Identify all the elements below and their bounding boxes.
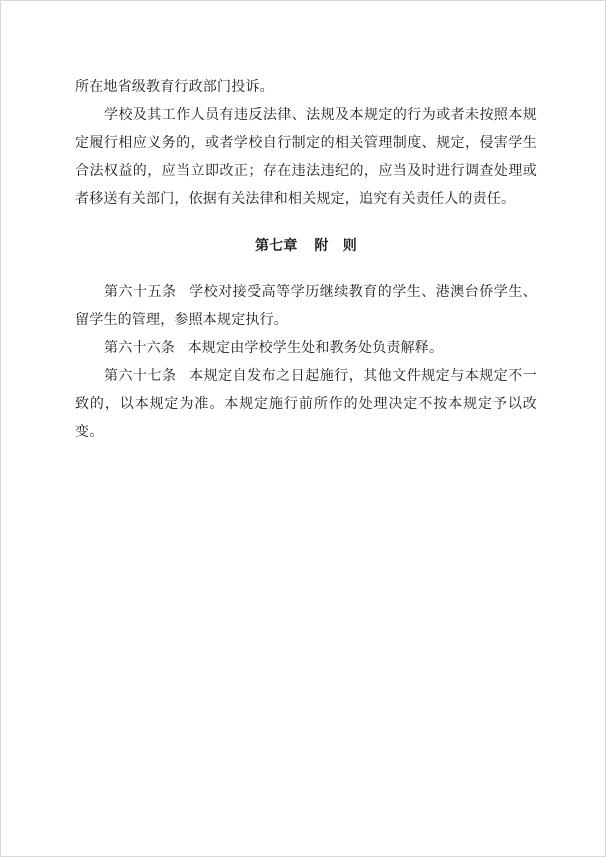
document-body [75, 73, 537, 446]
article-number: 第六十六条 [104, 340, 175, 356]
chapter-number: 第七章 [254, 238, 298, 254]
article-65 [75, 278, 537, 334]
article-text: 学校对接受高等学历继续教育的学生、港澳台侨学生、留学生的管理，参照本规定执行。 [75, 284, 537, 328]
article-number: 第六十七条 [104, 368, 177, 384]
article-66 [75, 334, 537, 362]
article-text: 本规定自发布之日起施行，其他文件规定与本规定不一致的，以本规定为准。本规定施行前所作的处理决定不按本规定予以改变。 [75, 368, 537, 440]
paragraph-school-responsibility: 学校及其工作人员有违反法律、法规及本规定的行为或者未按照本规定履行相应义务的，或者学校自行制定的相关管理制度、规定，侵害学生合法权益的，应当立即改正；存在违法违纪的，应当及时进行调查处理或者移送有关部门，依据有关法律和相关规定，追究有关责任人的责任。 [75, 107, 537, 207]
article-text: 本规定由学校学生处和教务处负责解释。 [187, 340, 444, 356]
paragraph-continued: 所在地省级教育行政部门投诉。 [75, 79, 274, 95]
chapter-title: 附 则 [314, 238, 357, 254]
chapter-heading [75, 232, 537, 260]
article-67 [75, 362, 537, 446]
article-number: 第六十五条 [104, 284, 177, 300]
